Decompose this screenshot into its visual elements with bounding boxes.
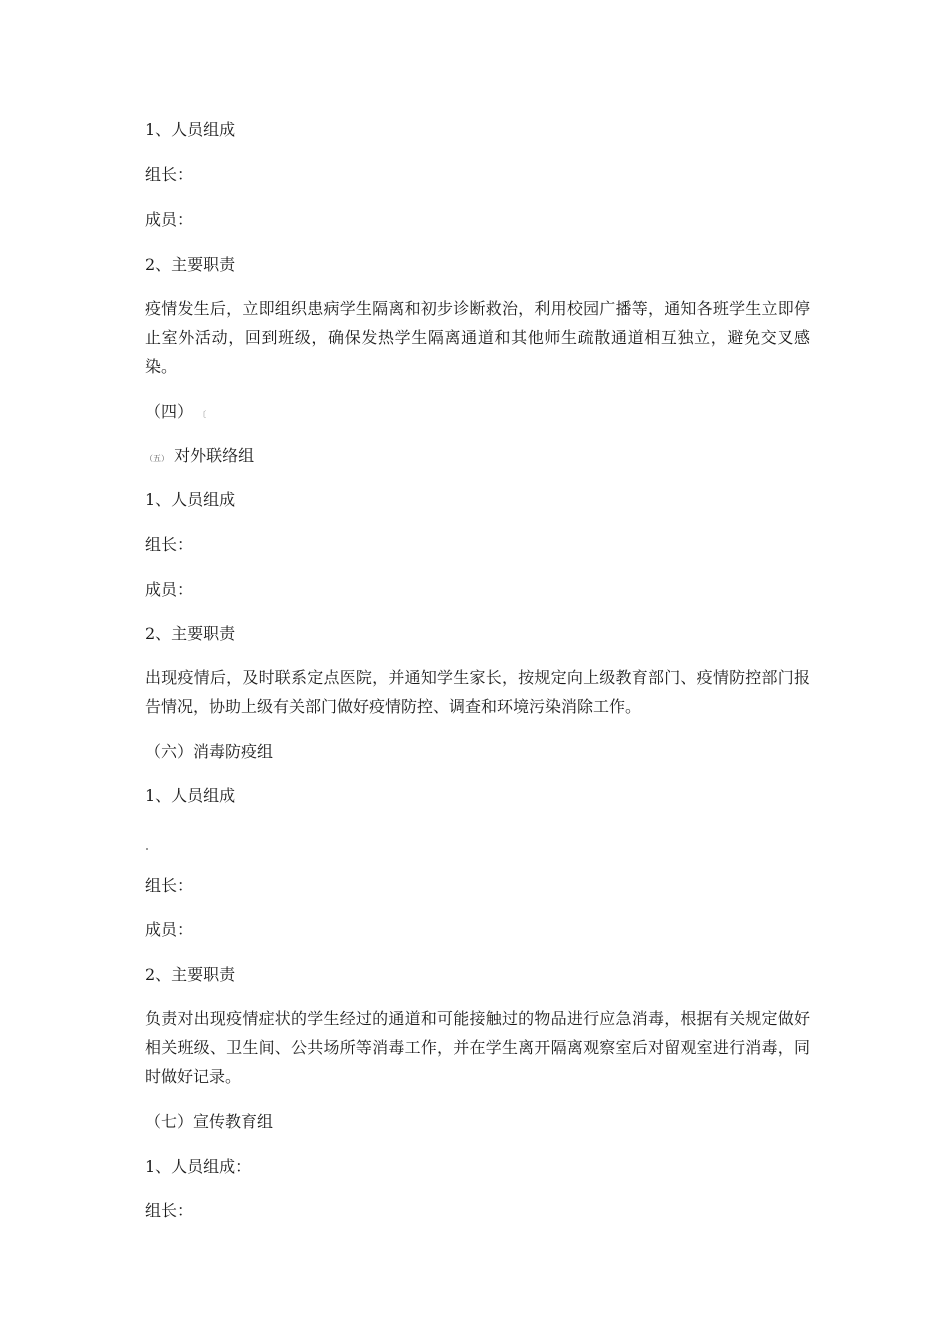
members-label: 成员： xyxy=(145,920,194,939)
section-heading-duties: 2、主要职责 xyxy=(145,624,236,643)
group-leader-label: 组长： xyxy=(145,165,194,184)
section-title-external-liaison: 对外联络组 xyxy=(174,446,255,465)
section-heading-duties: 2、主要职责 xyxy=(145,965,236,984)
section-heading-personnel: 1、人员组成 xyxy=(145,490,236,509)
section-heading-publicity: （七）宣传教育组 xyxy=(145,1112,274,1131)
stray-dot xyxy=(146,848,148,850)
duties-paragraph: 出现疫情后，及时联系定点医院，并通知学生家长，按规定向上级教育部门、疫情防控部门报告情况，协助上级有关部门做好疫情防控、调查和环境污染消除工作。 xyxy=(145,668,810,716)
members-label: 成员： xyxy=(145,210,194,229)
group-leader-label: 组长： xyxy=(145,876,194,895)
stray-bracket-mark: 〔 xyxy=(198,410,207,419)
section-heading-disinfection: （六）消毒防疫组 xyxy=(145,742,274,761)
section-heading-external-liaison xyxy=(145,446,254,469)
section-heading-personnel: 1、人员组成： xyxy=(145,1157,252,1176)
group-leader-label: 组长： xyxy=(145,1201,194,1220)
section-heading-duties: 2、主要职责 xyxy=(145,255,236,274)
section-number-five-small: （五） xyxy=(145,454,169,463)
section-heading-four xyxy=(145,402,206,425)
duties-paragraph: 负责对出现疫情症状的学生经过的通道和可能接触过的物品进行应急消毒，根据有关规定做好相关班级、卫生间、公共场所等消毒工作，并在学生离开隔离观察室后对留观室进行消毒，同时做好记录。 xyxy=(145,1009,810,1086)
duties-paragraph: 疫情发生后，立即组织患病学生隔离和初步诊断救治，利用校园广播等，通知各班学生立即停止室外活动，回到班级，确保发热学生隔离通道和其他师生疏散通道相互独立，避免交叉感染。 xyxy=(145,299,810,376)
section-heading-personnel: 1、人员组成 xyxy=(145,786,236,805)
members-label: 成员： xyxy=(145,580,194,599)
group-leader-label: 组长： xyxy=(145,535,194,554)
section-number-four: （四） xyxy=(145,402,194,421)
section-heading-personnel: 1、人员组成 xyxy=(145,120,236,139)
